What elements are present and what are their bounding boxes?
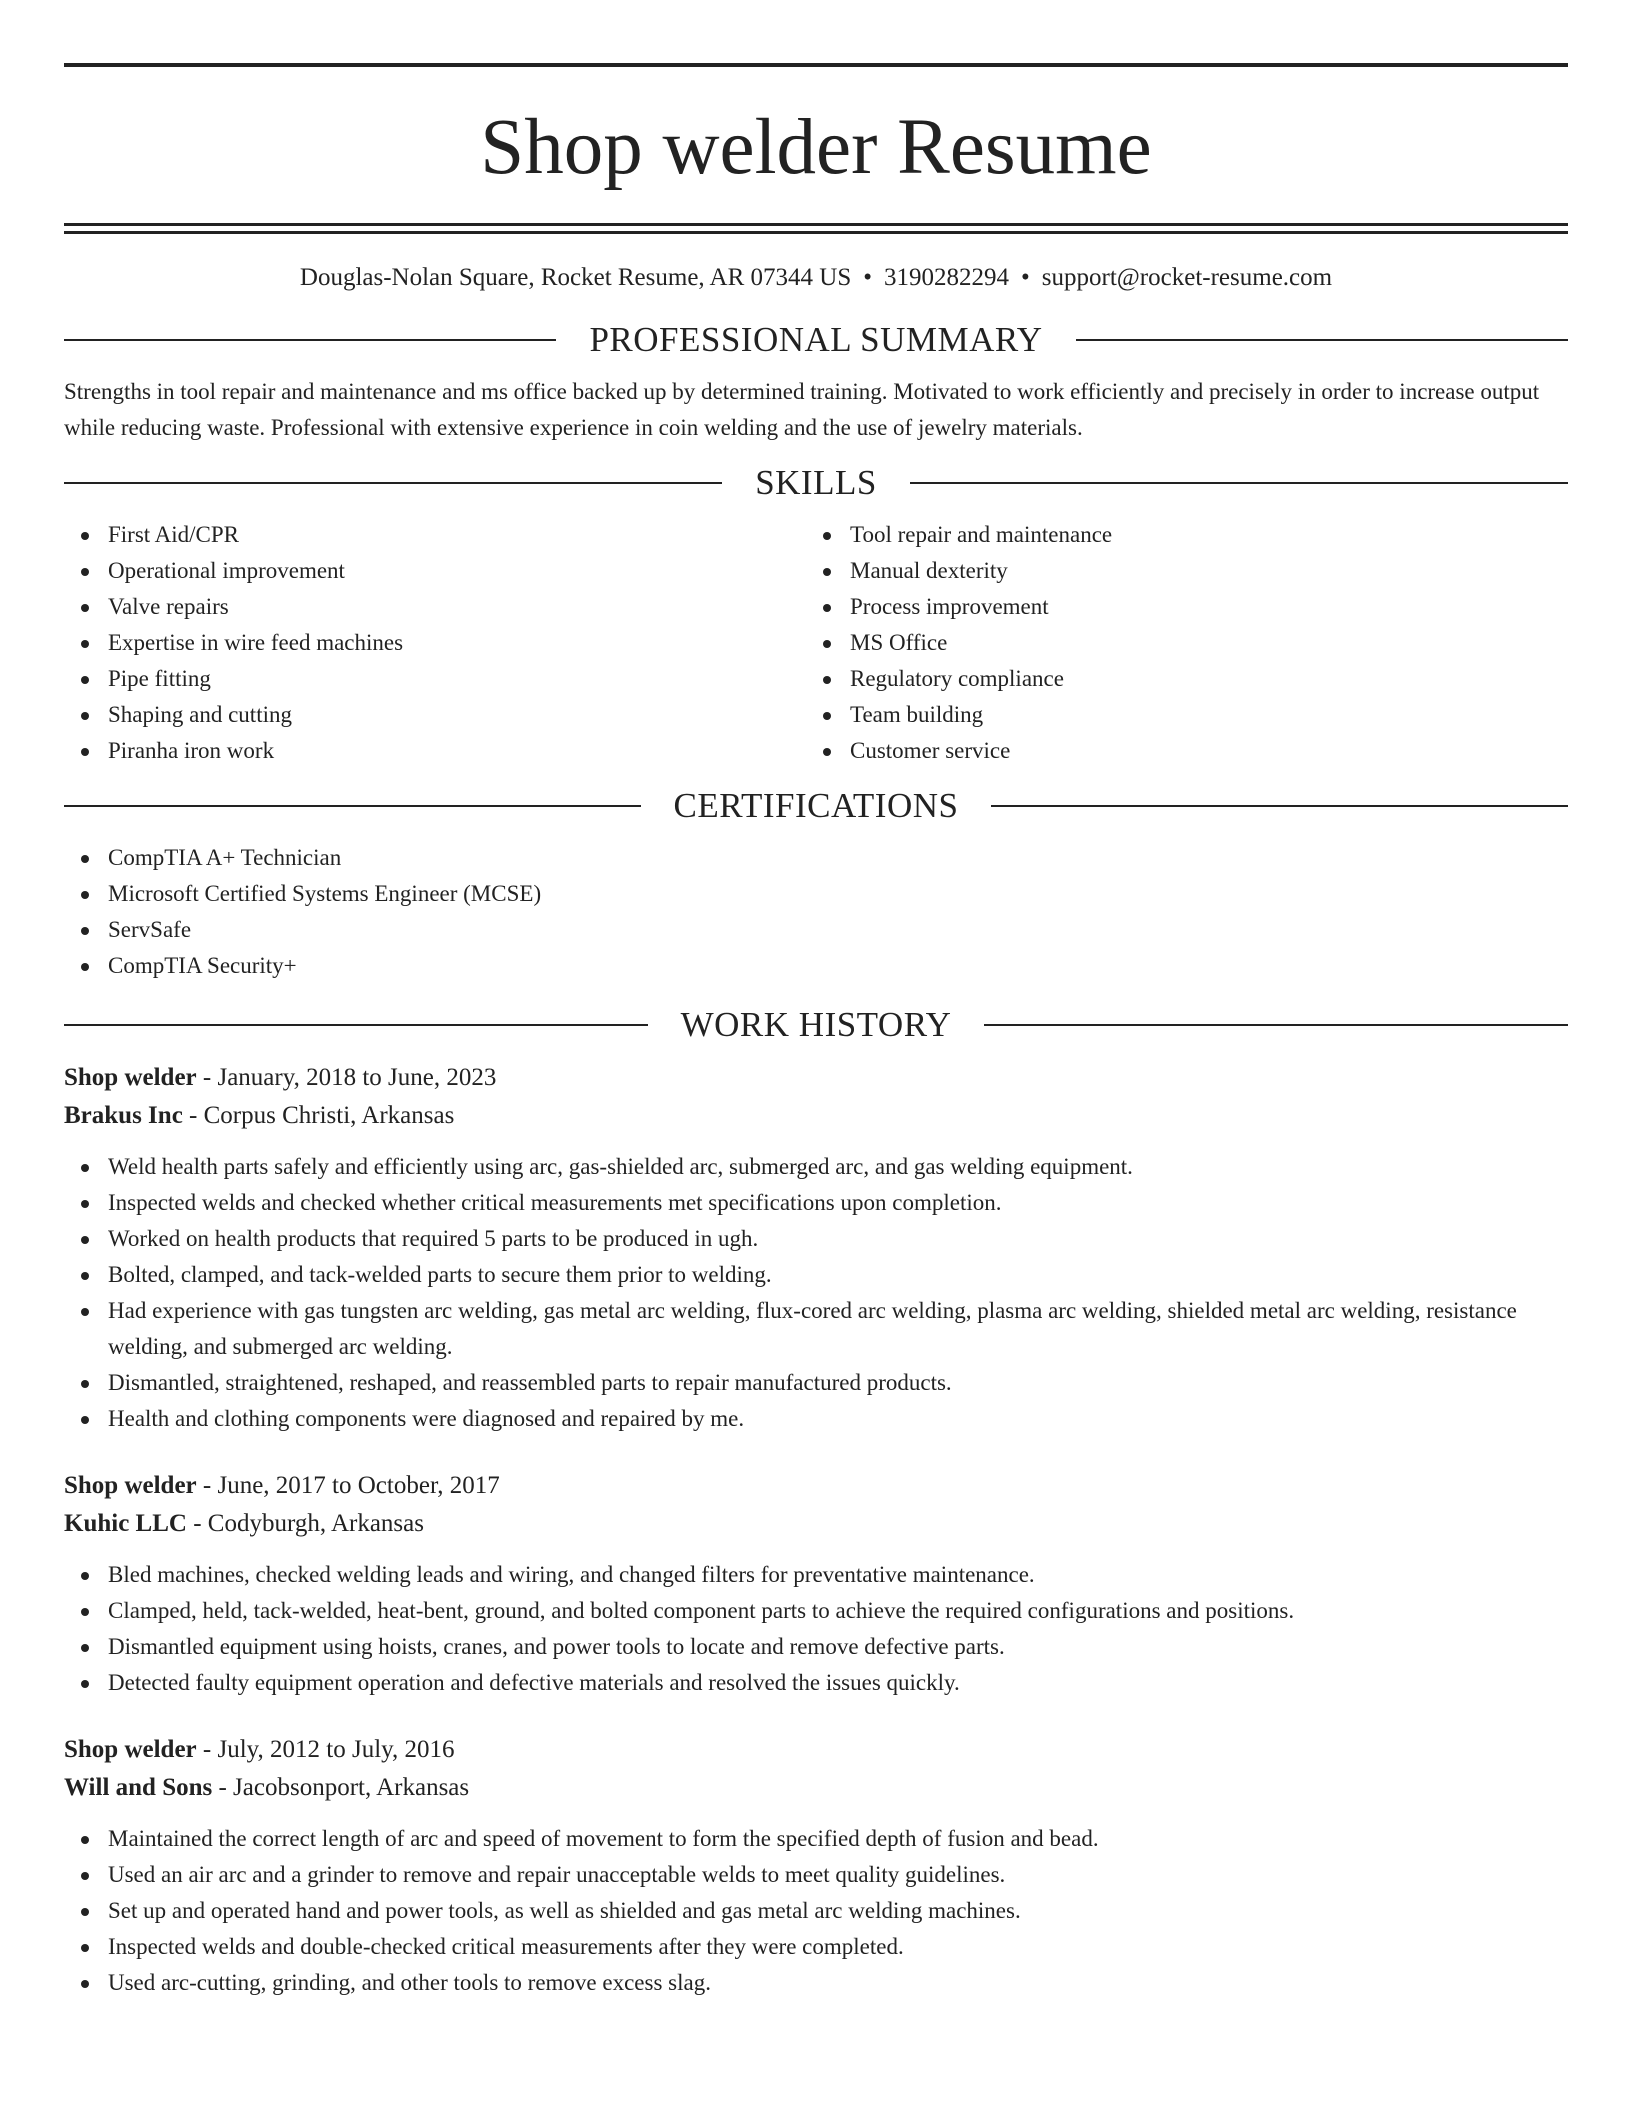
job-company: Kuhic LLC: [64, 1510, 187, 1537]
certification-item: Microsoft Certified Systems Engineer (MCSE): [64, 876, 1568, 912]
job-location: - Corpus Christi, Arkansas: [182, 1102, 455, 1129]
job-entry: [64, 1059, 1568, 1437]
page-title: Shop welder Resume: [480, 104, 1152, 191]
job-bullet: Set up and operated hand and power tools, as well as shielded and gas metal arc welding machines.: [64, 1893, 1568, 1929]
section-heading-certifications: [64, 785, 1568, 827]
section-heading-summary: [64, 319, 1568, 361]
job-bullet: Clamped, held, tack-welded, heat-bent, ground, and bolted component parts to achieve the required configurations and positions.: [64, 1593, 1568, 1629]
skill-item: Pipe fitting: [64, 661, 806, 697]
job-bullet: Weld health parts safely and efficiently using arc, gas-shielded arc, submerged arc, and gas welding equipment.: [64, 1149, 1568, 1185]
resume-page: [64, 63, 1568, 2001]
job-bullet: Had experience with gas tungsten arc welding, gas metal arc welding, flux-cored arc welding, plasma arc welding, shielded metal arc welding, resistance welding, and submerged arc welding.: [64, 1293, 1568, 1365]
job-dates: - January, 2018 to June, 2023: [196, 1064, 497, 1091]
job-title: Shop welder: [64, 1064, 197, 1091]
job-company: Brakus Inc: [64, 1102, 183, 1129]
certification-item: ServSafe: [64, 912, 1568, 948]
skill-item: Expertise in wire feed machines: [64, 625, 806, 661]
job-entry: [64, 1467, 1568, 1701]
skill-item: Shaping and cutting: [64, 697, 806, 733]
job-bullet: Worked on health products that required 5 parts to be produced in ugh.: [64, 1221, 1568, 1257]
job-title: Shop welder: [64, 1736, 197, 1763]
job-dates: - July, 2012 to July, 2016: [196, 1736, 455, 1763]
skill-item: Team building: [806, 697, 1548, 733]
job-dates: - June, 2017 to October, 2017: [196, 1472, 500, 1499]
heading-rule: [984, 1024, 1568, 1026]
section-label: CERTIFICATIONS: [673, 786, 959, 825]
contact-separator: •: [1021, 264, 1030, 291]
certification-item: CompTIA Security+: [64, 948, 1568, 984]
heading-rule: [64, 482, 722, 484]
job-bullet: Bolted, clamped, and tack-welded parts to secure them prior to welding.: [64, 1257, 1568, 1293]
skill-item: Piranha iron work: [64, 733, 806, 769]
job-bullets: [64, 1149, 1568, 1437]
job-bullets: [64, 1557, 1568, 1701]
job-bullet: Bled machines, checked welding leads and wiring, and changed filters for preventative maintenance.: [64, 1557, 1568, 1593]
contact-line: [64, 263, 1568, 293]
section-label: PROFESSIONAL SUMMARY: [589, 320, 1043, 359]
heading-rule: [64, 1024, 648, 1026]
job-entry: [64, 1731, 1568, 2001]
skill-item: First Aid/CPR: [64, 517, 806, 553]
skills-columns: [64, 517, 1568, 769]
section-heading-skills: [64, 462, 1568, 504]
job-bullet: Detected faulty equipment operation and defective materials and resolved the issues quickly.: [64, 1665, 1568, 1701]
job-title-line: [64, 1059, 1568, 1097]
job-bullet: Dismantled equipment using hoists, cranes, and power tools to locate and remove defective parts.: [64, 1629, 1568, 1665]
skill-item: Valve repairs: [64, 589, 806, 625]
job-location: - Codyburgh, Arkansas: [186, 1510, 424, 1537]
contact-email: support@rocket-resume.com: [1041, 264, 1333, 291]
heading-rule: [991, 805, 1568, 807]
job-location: - Jacobsonport, Arkansas: [212, 1774, 470, 1801]
job-bullet: Used arc-cutting, grinding, and other tools to remove excess slag.: [64, 1965, 1568, 2001]
heading-rule: [910, 482, 1568, 484]
job-bullet: Maintained the correct length of arc and speed of movement to form the specified depth of fusion and bead.: [64, 1821, 1568, 1857]
title-double-rule: [64, 223, 1568, 235]
skill-item: Tool repair and maintenance: [806, 517, 1548, 553]
job-company-line: [64, 1097, 1568, 1135]
heading-rule: [64, 339, 556, 341]
job-title-line: [64, 1731, 1568, 1769]
skill-item: Regulatory compliance: [806, 661, 1548, 697]
section-label: SKILLS: [755, 463, 877, 502]
certification-item: CompTIA A+ Technician: [64, 840, 1568, 876]
job-company-line: [64, 1769, 1568, 1807]
contact-separator: •: [863, 264, 873, 291]
job-bullets: [64, 1821, 1568, 2001]
contact-address: Douglas-Nolan Square, Rocket Resume, AR 07344 US: [299, 264, 852, 291]
job-bullet: Inspected welds and double-checked critical measurements after they were completed.: [64, 1929, 1568, 1965]
skills-list-left: [64, 517, 806, 769]
skill-item: MS Office: [806, 625, 1548, 661]
heading-rule: [64, 805, 641, 807]
job-bullet: Used an air arc and a grinder to remove and repair unacceptable welds to meet quality guidelines.: [64, 1857, 1568, 1893]
job-company: Will and Sons: [64, 1774, 213, 1801]
certifications-list: [64, 840, 1568, 984]
skill-item: Manual dexterity: [806, 553, 1548, 589]
job-title-line: [64, 1467, 1568, 1505]
contact-phone: 3190282294: [884, 264, 1010, 291]
job-bullet: Inspected welds and checked whether critical measurements met specifications upon completion.: [64, 1185, 1568, 1221]
summary-text: Strengths in tool repair and maintenance and ms office backed up by determined training. Motivated to work efficiently and precisely in order to increase output while reducing waste. Professional with extensive experience in coin welding and the use of jewelry materials.: [64, 379, 1540, 440]
job-bullet: Dismantled, straightened, reshaped, and reassembled parts to repair manufactured products.: [64, 1365, 1568, 1401]
skill-item: Process improvement: [806, 589, 1548, 625]
top-rule: [64, 63, 1568, 67]
skills-list-right: [806, 517, 1548, 769]
section-heading-work-history: [64, 1004, 1568, 1046]
section-label: WORK HISTORY: [680, 1005, 952, 1044]
job-bullet: Health and clothing components were diagnosed and repaired by me.: [64, 1401, 1568, 1437]
skill-item: Operational improvement: [64, 553, 806, 589]
job-company-line: [64, 1505, 1568, 1543]
job-title: Shop welder: [64, 1472, 197, 1499]
skill-item: Customer service: [806, 733, 1548, 769]
heading-rule: [1076, 339, 1568, 341]
